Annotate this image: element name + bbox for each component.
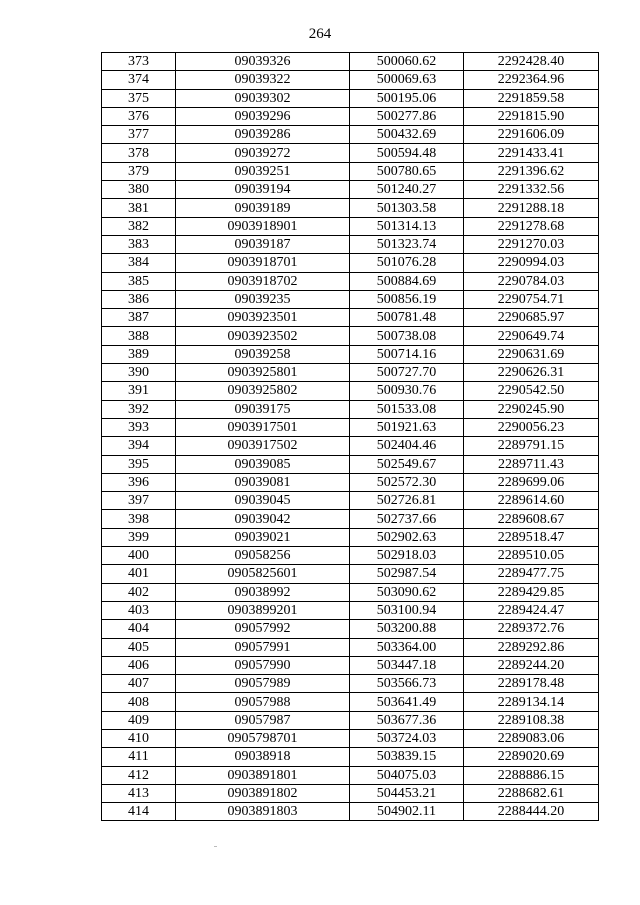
row-index-cell: 384 (102, 254, 176, 272)
row-index-cell: 409 (102, 711, 176, 729)
point-code-cell: 0903891801 (176, 766, 350, 784)
x-coordinate-cell: 501314.13 (350, 217, 464, 235)
x-coordinate-cell: 500714.16 (350, 345, 464, 363)
x-coordinate-cell: 500780.65 (350, 162, 464, 180)
row-index-cell: 385 (102, 272, 176, 290)
y-coordinate-cell: 2290784.03 (464, 272, 599, 290)
y-coordinate-cell: 2290245.90 (464, 400, 599, 418)
table-row (102, 748, 599, 766)
table-row (102, 766, 599, 784)
table-row (102, 675, 599, 693)
x-coordinate-cell: 504075.03 (350, 766, 464, 784)
x-coordinate-cell: 502726.81 (350, 492, 464, 510)
point-code-cell: 0903891803 (176, 803, 350, 821)
x-coordinate-cell: 503447.18 (350, 656, 464, 674)
y-coordinate-cell: 2292428.40 (464, 53, 599, 71)
x-coordinate-cell: 501240.27 (350, 181, 464, 199)
point-code-cell: 09039286 (176, 126, 350, 144)
table-row (102, 382, 599, 400)
table-row (102, 272, 599, 290)
x-coordinate-cell: 503566.73 (350, 675, 464, 693)
y-coordinate-cell: 2290631.69 (464, 345, 599, 363)
x-coordinate-cell: 503090.62 (350, 583, 464, 601)
x-coordinate-cell: 500781.48 (350, 309, 464, 327)
row-index-cell: 405 (102, 638, 176, 656)
table-row (102, 217, 599, 235)
table-row (102, 693, 599, 711)
y-coordinate-cell: 2290626.31 (464, 364, 599, 382)
row-index-cell: 395 (102, 455, 176, 473)
table-row (102, 400, 599, 418)
table-row (102, 162, 599, 180)
row-index-cell: 382 (102, 217, 176, 235)
page-number: 264 (308, 26, 332, 42)
point-code-cell: 09039021 (176, 528, 350, 546)
table-row (102, 144, 599, 162)
row-index-cell: 377 (102, 126, 176, 144)
y-coordinate-cell: 2290542.50 (464, 382, 599, 400)
point-code-cell: 09039081 (176, 473, 350, 491)
x-coordinate-cell: 502737.66 (350, 510, 464, 528)
table-row (102, 510, 599, 528)
table-row (102, 181, 599, 199)
y-coordinate-cell: 2291815.90 (464, 107, 599, 125)
y-coordinate-cell: 2290649.74 (464, 327, 599, 345)
point-code-cell: 09039258 (176, 345, 350, 363)
row-index-cell: 400 (102, 547, 176, 565)
point-code-cell: 09057988 (176, 693, 350, 711)
y-coordinate-cell: 2291606.09 (464, 126, 599, 144)
table-row (102, 455, 599, 473)
row-index-cell: 407 (102, 675, 176, 693)
row-index-cell: 414 (102, 803, 176, 821)
table-row (102, 71, 599, 89)
table-row (102, 547, 599, 565)
point-code-cell: 09039175 (176, 400, 350, 418)
x-coordinate-cell: 501533.08 (350, 400, 464, 418)
y-coordinate-cell: 2288886.15 (464, 766, 599, 784)
table-row (102, 364, 599, 382)
row-index-cell: 375 (102, 89, 176, 107)
table-row (102, 711, 599, 729)
table-row (102, 784, 599, 802)
point-code-cell: 0903917502 (176, 437, 350, 455)
table-row (102, 620, 599, 638)
x-coordinate-cell: 504902.11 (350, 803, 464, 821)
point-code-cell: 0903917501 (176, 418, 350, 436)
x-coordinate-cell: 500738.08 (350, 327, 464, 345)
point-code-cell: 09039251 (176, 162, 350, 180)
row-index-cell: 374 (102, 71, 176, 89)
x-coordinate-cell: 503641.49 (350, 693, 464, 711)
point-code-cell: 09057992 (176, 620, 350, 638)
x-coordinate-cell: 503364.00 (350, 638, 464, 656)
y-coordinate-cell: 2291270.03 (464, 235, 599, 253)
table-row (102, 53, 599, 71)
row-index-cell: 393 (102, 418, 176, 436)
table-row (102, 327, 599, 345)
point-code-cell: 09039189 (176, 199, 350, 217)
table-row (102, 565, 599, 583)
row-index-cell: 379 (102, 162, 176, 180)
point-code-cell: 0905825601 (176, 565, 350, 583)
table-row (102, 601, 599, 619)
y-coordinate-cell: 2289178.48 (464, 675, 599, 693)
point-code-cell: 0903925801 (176, 364, 350, 382)
x-coordinate-cell: 500277.86 (350, 107, 464, 125)
point-code-cell: 09039322 (176, 71, 350, 89)
row-index-cell: 412 (102, 766, 176, 784)
x-coordinate-cell: 500195.06 (350, 89, 464, 107)
row-index-cell: 390 (102, 364, 176, 382)
row-index-cell: 391 (102, 382, 176, 400)
x-coordinate-cell: 504453.21 (350, 784, 464, 802)
table-row (102, 473, 599, 491)
table-row (102, 803, 599, 821)
row-index-cell: 404 (102, 620, 176, 638)
table-row (102, 254, 599, 272)
y-coordinate-cell: 2289614.60 (464, 492, 599, 510)
point-code-cell: 09057991 (176, 638, 350, 656)
point-code-cell: 0905798701 (176, 729, 350, 747)
point-code-cell: 0903925802 (176, 382, 350, 400)
x-coordinate-cell: 503839.15 (350, 748, 464, 766)
y-coordinate-cell: 2289134.14 (464, 693, 599, 711)
table-row (102, 418, 599, 436)
x-coordinate-cell: 500594.48 (350, 144, 464, 162)
point-code-cell: 09058256 (176, 547, 350, 565)
x-coordinate-cell: 503677.36 (350, 711, 464, 729)
row-index-cell: 403 (102, 601, 176, 619)
table-row (102, 89, 599, 107)
x-coordinate-cell: 500884.69 (350, 272, 464, 290)
row-index-cell: 399 (102, 528, 176, 546)
x-coordinate-cell: 502987.54 (350, 565, 464, 583)
point-code-cell: 09039326 (176, 53, 350, 71)
y-coordinate-cell: 2290754.71 (464, 290, 599, 308)
row-index-cell: 378 (102, 144, 176, 162)
point-code-cell: 0903918701 (176, 254, 350, 272)
x-coordinate-cell: 502902.63 (350, 528, 464, 546)
y-coordinate-cell: 2289477.75 (464, 565, 599, 583)
x-coordinate-cell: 502572.30 (350, 473, 464, 491)
point-code-cell: 09039085 (176, 455, 350, 473)
table-row (102, 345, 599, 363)
row-index-cell: 401 (102, 565, 176, 583)
point-code-cell: 0903899201 (176, 601, 350, 619)
y-coordinate-cell: 2291332.56 (464, 181, 599, 199)
table-row (102, 437, 599, 455)
point-code-cell: 09039045 (176, 492, 350, 510)
y-coordinate-cell: 2289020.69 (464, 748, 599, 766)
row-index-cell: 408 (102, 693, 176, 711)
point-code-cell: 09039272 (176, 144, 350, 162)
table-row (102, 528, 599, 546)
table-row (102, 638, 599, 656)
point-code-cell: 09038918 (176, 748, 350, 766)
y-coordinate-cell: 2289608.67 (464, 510, 599, 528)
y-coordinate-cell: 2289510.05 (464, 547, 599, 565)
row-index-cell: 398 (102, 510, 176, 528)
x-coordinate-cell: 502404.46 (350, 437, 464, 455)
table-row (102, 290, 599, 308)
point-code-cell: 09039296 (176, 107, 350, 125)
y-coordinate-cell: 2288682.61 (464, 784, 599, 802)
y-coordinate-cell: 2292364.96 (464, 71, 599, 89)
x-coordinate-cell: 502549.67 (350, 455, 464, 473)
y-coordinate-cell: 2291278.68 (464, 217, 599, 235)
point-code-cell: 09039042 (176, 510, 350, 528)
row-index-cell: 411 (102, 748, 176, 766)
y-coordinate-cell: 2291396.62 (464, 162, 599, 180)
row-index-cell: 389 (102, 345, 176, 363)
row-index-cell: 383 (102, 235, 176, 253)
y-coordinate-cell: 2290685.97 (464, 309, 599, 327)
table-row (102, 492, 599, 510)
x-coordinate-cell: 500432.69 (350, 126, 464, 144)
y-coordinate-cell: 2289372.76 (464, 620, 599, 638)
x-coordinate-cell: 503200.88 (350, 620, 464, 638)
y-coordinate-cell: 2289699.06 (464, 473, 599, 491)
point-code-cell: 0903891802 (176, 784, 350, 802)
point-code-cell: 0903918901 (176, 217, 350, 235)
row-index-cell: 396 (102, 473, 176, 491)
row-index-cell: 381 (102, 199, 176, 217)
table-row (102, 729, 599, 747)
row-index-cell: 394 (102, 437, 176, 455)
x-coordinate-cell: 500060.62 (350, 53, 464, 71)
y-coordinate-cell: 2289292.86 (464, 638, 599, 656)
y-coordinate-cell: 2289244.20 (464, 656, 599, 674)
y-coordinate-cell: 2290056.23 (464, 418, 599, 436)
y-coordinate-cell: 2289791.15 (464, 437, 599, 455)
table-row (102, 235, 599, 253)
x-coordinate-cell: 501323.74 (350, 235, 464, 253)
x-coordinate-cell: 500727.70 (350, 364, 464, 382)
row-index-cell: 402 (102, 583, 176, 601)
y-coordinate-cell: 2289424.47 (464, 601, 599, 619)
row-index-cell: 376 (102, 107, 176, 125)
point-code-cell: 0903923501 (176, 309, 350, 327)
x-coordinate-cell: 500930.76 (350, 382, 464, 400)
row-index-cell: 373 (102, 53, 176, 71)
table-body (102, 53, 599, 821)
table-row (102, 126, 599, 144)
y-coordinate-cell: 2288444.20 (464, 803, 599, 821)
table-row (102, 199, 599, 217)
x-coordinate-cell: 501921.63 (350, 418, 464, 436)
x-coordinate-cell: 501303.58 (350, 199, 464, 217)
point-code-cell: 0903918702 (176, 272, 350, 290)
row-index-cell: 387 (102, 309, 176, 327)
point-code-cell: 09057990 (176, 656, 350, 674)
point-code-cell: 09039187 (176, 235, 350, 253)
coordinates-table (101, 52, 599, 821)
y-coordinate-cell: 2289429.85 (464, 583, 599, 601)
row-index-cell: 392 (102, 400, 176, 418)
point-code-cell: 09057987 (176, 711, 350, 729)
point-code-cell: 09039194 (176, 181, 350, 199)
x-coordinate-cell: 503724.03 (350, 729, 464, 747)
y-coordinate-cell: 2289083.06 (464, 729, 599, 747)
point-code-cell: 0903923502 (176, 327, 350, 345)
row-index-cell: 388 (102, 327, 176, 345)
x-coordinate-cell: 502918.03 (350, 547, 464, 565)
y-coordinate-cell: 2290994.03 (464, 254, 599, 272)
y-coordinate-cell: 2289711.43 (464, 455, 599, 473)
y-coordinate-cell: 2289518.47 (464, 528, 599, 546)
row-index-cell: 380 (102, 181, 176, 199)
row-index-cell: 410 (102, 729, 176, 747)
point-code-cell: 09038992 (176, 583, 350, 601)
table-row (102, 107, 599, 125)
table-row (102, 309, 599, 327)
x-coordinate-cell: 503100.94 (350, 601, 464, 619)
row-index-cell: 386 (102, 290, 176, 308)
point-code-cell: 09039302 (176, 89, 350, 107)
y-coordinate-cell: 2291859.58 (464, 89, 599, 107)
x-coordinate-cell: 500856.19 (350, 290, 464, 308)
table-row (102, 656, 599, 674)
table-row (102, 583, 599, 601)
row-index-cell: 397 (102, 492, 176, 510)
x-coordinate-cell: 500069.63 (350, 71, 464, 89)
point-code-cell: 09057989 (176, 675, 350, 693)
row-index-cell: 406 (102, 656, 176, 674)
y-coordinate-cell: 2291433.41 (464, 144, 599, 162)
y-coordinate-cell: 2291288.18 (464, 199, 599, 217)
row-index-cell: 413 (102, 784, 176, 802)
x-coordinate-cell: 501076.28 (350, 254, 464, 272)
y-coordinate-cell: 2289108.38 (464, 711, 599, 729)
point-code-cell: 09039235 (176, 290, 350, 308)
scan-artifact (214, 846, 217, 847)
